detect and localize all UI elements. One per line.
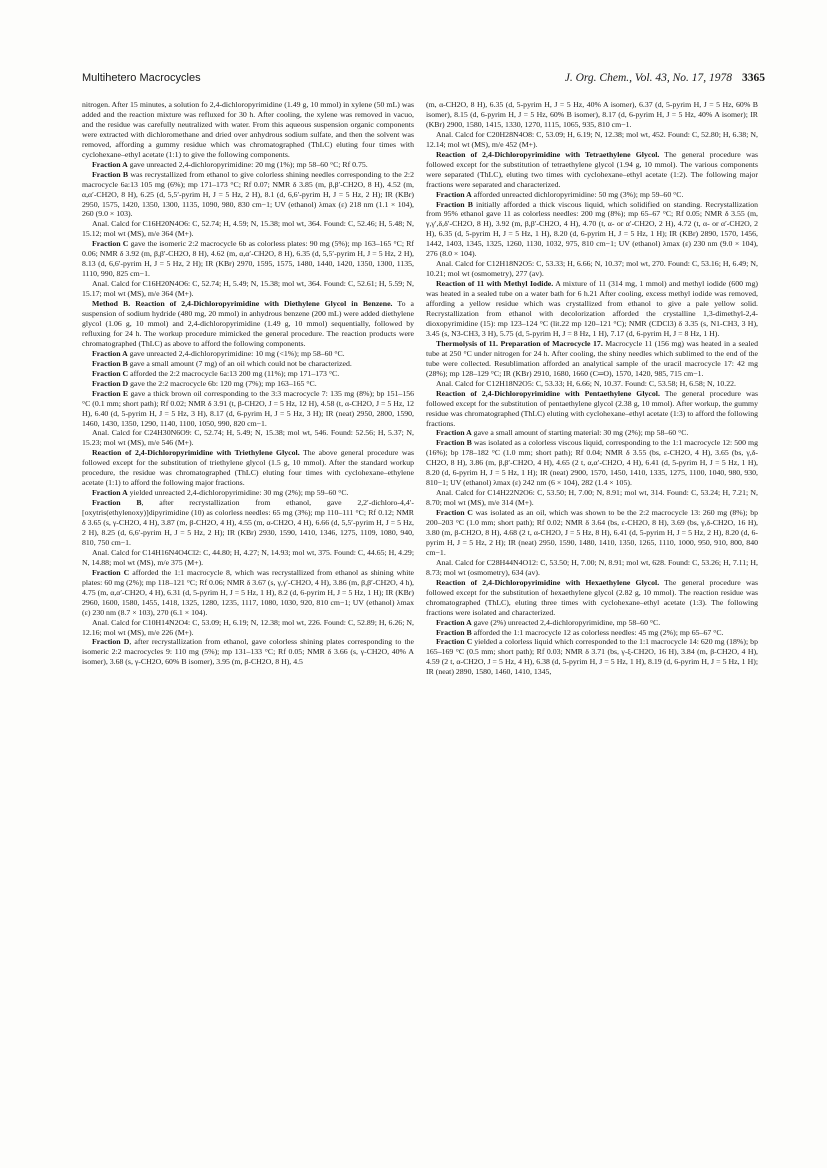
paragraph — [82, 618, 414, 638]
paragraph-heading: Method B. Reaction of 2,4-Dichloropyrimidine with Diethylene Glycol in Benzene. — [92, 299, 393, 309]
paragraph-text: yielded unreacted 2,4-dichloropyrimidine: 30 mg (2%); mp 59–60 °C. — [127, 488, 349, 498]
paragraph-text: yielded a colorless liquid which corresponded to the 1:1 macrocycle 14: 620 mg (18%); bp 165–169 °C (0.5 mm; short path); Rf 0.03; NMR δ 3.71 (bs, γ-ξ-CH2O, 16 H), 3.84 (m, β-CH2O, 4 H), 4.59 (2 t, α-CH2O, J = 5 Hz, 4 H), 6.38 (d, 5-pyrim H, J = 5 Hz, 1 H), 8.19 (d, 6-pyrim H, J = 5 Hz, 1 H); IR (neat) 2890, 1580, 1460, 1410, 1345, — [426, 637, 758, 677]
paragraph-heading: Thermolysis of 11. Preparation of Macrocycle 17. — [436, 338, 603, 348]
paragraph — [82, 100, 414, 160]
paragraph-text: gave the 2:2 macrocycle 6b: 120 mg (7%); mp 163–165 °C. — [128, 378, 317, 388]
paragraph — [82, 637, 414, 667]
paragraph-text: Macrocycle 11 (156 mg) was heated in a sealed tube at 250 °C under nitrogen for 24 h. After cooling, the shiny needles which sublimed to the end of the tube were collected. Resublimation afforded an analytical sample of the uracil macrocycle 17: 42 mg (28%); mp 128–129 °C; IR (KBr) 2910, 1680, 1660 (C═O), 1570, 1420, 985, 715 cm−1. — [426, 338, 758, 378]
paragraph-heading: Fraction C — [92, 239, 129, 249]
paragraph — [82, 488, 414, 498]
paragraph-text: gave a small amount of starting material: 30 mg (2%); mp 58–60 °C. — [471, 428, 689, 438]
paragraph-text: , after recrystallization from ethanol, gave 2,2′-dichloro-4,4′-[oxytris(ethylenoxy)]dipyrimidine (10) as colorless needles: 65 mg (3%); mp 110–111 °C; Rf 0.12; NMR δ 3.65 (s, γ-CH2O, 4 H), 3.87 (m, β-CH2O, 4 H), 4.55 (m, α-CH2O, 4 H), 6.66 (d, 5,5′-pyrim H, J = 5 Hz, 2 H), 8.25 (d, 6,6′-pyrim H, J = 5 Hz, 2 H); IR (KBr) 2930, 1590, 1410, 1346, 1275, 1109, 1080, 940, 810, 750 cm−1. — [82, 498, 414, 547]
paragraph-text: Anal. Calcd for C28H44N4O12: C, 53.50; H, 7.00; N, 8.91; mol wt, 628. Found: C, 53.26; H, 7.11; H, 8.73; mol wt (osmometry), 634 (av). — [426, 557, 758, 577]
paragraph — [426, 558, 758, 578]
paragraph-text: Anal. Calcd for C24H30N6O9: C, 52.74; H, 5.49; N, 15.38; mol wt, 546. Found: 52.56; H, 5.37; N, 15.23; mol wt (MS), m/e 546 (M+). — [82, 428, 414, 448]
paragraph-heading: Reaction of 2,4-Dichloropyrimidine with Triethylene Glycol. — [92, 448, 300, 458]
paragraph-heading: Fraction C — [436, 637, 473, 647]
paragraph — [82, 349, 414, 359]
paragraph-heading: Fraction E — [92, 388, 129, 398]
paragraph — [426, 637, 758, 677]
paragraph — [82, 389, 414, 429]
paragraph-text: gave unreacted 2,4-dichloropyrimidine: 20 mg (1%); mp 58–60 °C; Rf 0.75. — [127, 159, 368, 169]
left-column — [82, 100, 414, 1160]
paragraph-text: Anal. Calcd for C12H18N2O5: C, 53.33; H, 6.66; N, 10.37; mol wt, 270. Found: C, 53.16; H, 6.49; N, 10.21; mol wt (osmometry), 277 (av). — [426, 259, 758, 279]
paragraph-text: gave (2%) unreacted 2,4-dichloropyrimidine, mp 58–60 °C. — [471, 617, 661, 627]
paragraph — [82, 359, 414, 369]
paragraph-heading: Fraction A — [436, 617, 472, 627]
paragraph — [426, 488, 758, 508]
paragraph-heading: Fraction D — [92, 637, 130, 647]
paragraph — [82, 239, 414, 279]
paragraph-heading: Reaction of 2,4-Dichloropyrimidine with Hexaethylene Glycol. — [436, 577, 660, 587]
paragraph-text: Anal. Calcd for C10H14N2O4: C, 53.09; H, 6.19; N, 12.38; mol wt, 226. Found: C, 52.89; H, 6.26; N, 12.16; mol wt (MS), m/e 226 (M+). — [82, 617, 414, 637]
paragraph — [82, 170, 414, 220]
paragraph-heading: Fraction C — [92, 567, 130, 577]
paragraph-text: Anal. Calcd for C14H16N4O4Cl2: C, 44.80; H, 4.27; N, 14.93; mol wt, 375. Found: C, 44.65; H, 4.29; N, 14.88; mol wt (MS), m/e 375 (M+). — [82, 547, 414, 567]
paragraph-text: was isolated as an oil, which was shown to be the 2:2 macrocycle 13: 260 mg (8%); bp 200–203 °C (1.0 mm; short path); Rf 0.02; NMR δ 3.64 (bs, ε-CH2O, 8 H), 3.69 (bs, γ,δ-CH2O, 16 H), 3.80 (m, β-CH2O, 8 H), 4.68 (2 t, α-CH2O, J = 5 Hz, 8 H), 6.41 (d, 5-pyrim H, J = 5 Hz, 2 H), 8.20 (d, 6-pyrim H, J = 5 Hz, 2 H); IR (neat) 2950, 1590, 1480, 1410, 1350, 1265, 1110, 1000, 950, 910, 800, 840 cm−1. — [426, 508, 758, 557]
paragraph-text: afforded unreacted dichloropyrimidine: 50 mg (3%); mp 59–60 °C. — [471, 189, 684, 199]
paragraph — [426, 279, 758, 339]
running-head: Multihetero Macrocycles — [82, 72, 201, 84]
page-number: 3365 — [742, 72, 765, 84]
paragraph-heading: Fraction B — [436, 438, 472, 448]
right-column — [426, 100, 758, 1160]
paragraph-text: initially afforded a thick viscous liquid, which solidified on standing. Recrystallization from 95% ethanol gave 11 as colorless needles: 200 mg (8%); mp 65–67 °C; Rf 0.05; NMR δ 3.55 (m, γ,γ′,δ,δ′-CH2O, 8 H), 3.92 (m, β,β′-CH2O, 4 H), 4.70 (t, α- or α′-CH2O, 2 H), 4.72 (t, α- or α′-CH2O, 2 H), 6.35 (d, 5-pyrim H, J = 5 Hz, 1 H), 8.20 (d, 6-pyrim H, J = 5 Hz, 1 H); IR (KBr) 2890, 1570, 1456, 1442, 1403, 1345, 1325, 1260, 1130, 1032, 975, 810 cm−1; UV (ethanol) λmax (ε) 230 nm (9.0 × 104), 276 (8.0 × 104). — [426, 199, 758, 259]
paragraph-text: Anal. Calcd for C20H28N4O8: C, 53.09; H, 6.19; N, 12.38; mol wt, 452. Found: C, 52.80; H, 6.38; N, 12.14; mol wt (MS), m/e 452 (M+). — [426, 129, 758, 149]
paragraph-text: nitrogen. After 15 minutes, a solution fo 2,4-dichloropyrimidine (1.49 g, 10 mmol) in xylene (50 mL) was added and the reaction mixture was refluxed for 30 h. After cooling, the xylene was removed in vacuo, and the residue was carefully neutralized with water. From this aqueous suspension organic components were extracted with dichloromethane and dried over anhydrous sodium sulfate, and then the solvent was removed, affording a gummy residue which was chromatographed (ThLC) eluting four times with cyclohexane–ethyl acetate (1:1) to give the following components. — [82, 100, 414, 159]
paragraph-heading: Fraction A — [436, 428, 472, 438]
paragraph — [426, 200, 758, 260]
paragraph — [82, 548, 414, 568]
paragraph — [82, 448, 414, 488]
paragraph-text: Anal. Calcd for C16H20N4O6: C, 52.74; H, 5.49; N, 15.38; mol wt, 364. Found: C, 52.61; H, 5.59; N, 15.17; mol wt (MS), m/e 364 (M+). — [82, 279, 414, 299]
paragraph-heading: Fraction C — [92, 368, 129, 378]
paragraph — [426, 130, 758, 150]
paragraph-heading: Fraction B — [436, 627, 472, 637]
paragraph-heading: Reaction of 2,4-Dichloropyrimidine with Pentaethylene Glycol. — [436, 388, 660, 398]
paragraph — [82, 279, 414, 299]
paragraph — [82, 219, 414, 239]
paragraph — [426, 339, 758, 379]
paragraph — [426, 508, 758, 558]
paragraph-heading: Fraction B — [92, 498, 142, 508]
paragraph-text: was isolated as a colorless viscous liquid, corresponding to the 1:1 macrocycle 12: 500 mg (16%); bp 178–182 °C (1.0 mm; short path); Rf 0.04; NMR δ 3.55 (bs, ε-CH2O, 4 H), 3.65 (bs, γ,δ-CH2O, 8 H), 3.86 (m, β,β′-CH2O, 4 H), 4.65 (2 t, α,α′-CH2O, 4 H), 6.41 (d, 5-pyrim H, J = 5 Hz, 1 H), 8.20 (d, 6-pyrim H, J = 5 Hz, 1 H); IR (neat) 2900, 1570, 1450, 1410, 1335, 1275, 1100, 1040, 980, 930, 810−1; UV (ethanol) λmax (ε) 242 nm (6 × 104), 282 (1.4 × 105). — [426, 438, 758, 488]
paragraph-text: The general procedure was followed except for the substitution of hexaethylene glycol (2.82 g, 10 mmol). The reaction residue was chromatographed (ThLC), eluting three times with cyclohexane–ethyl acetate (1:3). The following fractions were isolated and characterized. — [426, 577, 758, 617]
paragraph-heading: Fraction A — [92, 348, 128, 358]
paragraph — [426, 100, 758, 130]
paragraph — [426, 259, 758, 279]
paragraph-text: gave unreacted 2,4-dichloropyrimidine: 10 mg (<1%); mp 58–60 °C. — [127, 348, 345, 358]
paragraph-text: (m, α-CH2O, 8 H), 6.35 (d, 5-pyrim H, J = 5 Hz, 40% A isomer), 6.37 (d, 5-pyrim H, J = 5 Hz, 60% B isomer), 8.15 (d, 6-pyrim H, J = 5 Hz, 60% B isomer), 8.17 (d, 6-pyrim H, J = 5 Hz, 40% A isomer); IR (KBr) 2900, 1580, 1415, 1330, 1270, 1115, 1065, 935, 810 cm−1. — [426, 100, 758, 129]
paragraph — [82, 299, 414, 349]
paragraph — [82, 369, 414, 379]
paragraph — [426, 618, 758, 628]
paragraph — [82, 160, 414, 170]
paragraph-text: afforded the 1:1 macrocycle 12 as colorless needles: 45 mg (2%); mp 65–67 °C. — [471, 627, 724, 637]
paragraph-heading: Fraction A — [92, 159, 128, 169]
paragraph — [426, 379, 758, 389]
paragraph-text: afforded the 1:1 macrocycle 8, which was recrystallized from ethanol as shining white plates: 60 mg (2%); mp 118–121 °C; Rf 0.06; NMR δ 3.67 (s, γ,γ′-CH2O, 4 H), 3.86 (m, β,β′-CH2O, 4 h), 4.75 (m, α,α′-CH2O, 4 H), 6.31 (d, 5-pyrim H, J = 5 Hz, 1 H), 8.2 (d, 6-pyrim H, J = 5 Hz, 1 H); IR (KBr) 2960, 1600, 1580, 1455, 1418, 1325, 1280, 1235, 1117, 1080, 1030, 920, 810 cm−1; UV (ethanol) λmax (ε) 230 nm (8.7 × 103), 270 (6.1 × 104). — [82, 567, 414, 617]
paragraph-heading: Reaction of 11 with Methyl Iodide. — [436, 279, 554, 289]
paragraph — [82, 379, 414, 389]
journal-name: J. Org. Chem., Vol. 43, No. 17, 1978 — [564, 72, 732, 84]
paragraph-text: The above general procedure was followed except for the substitution of triethylene glycol (1.5 g, 10 mmol). After the standard workup procedure, the residue was chromatographed (ThLC) eluting four times with cyclohexane–ethylene acetate (1:1) to afford the following major fractions. — [82, 448, 414, 488]
paragraph-text: gave a small amount (7 mg) of an oil which could not be characterized. — [127, 358, 352, 368]
paragraph — [426, 438, 758, 488]
paragraph-text: gave the isomeric 2:2 macrocycle 6b as colorless plates: 90 mg (5%); mp 163–165 °C; Rf 0.06; NMR δ 3.92 (m, β,β′-CH2O, 8 H), 4.62 (m, α,α′-CH2O, 8 H), 6.35 (d, 5,5′-pyrim H, J = 5 Hz, 2 H), 8.13 (d, 6,6′-pyrim H, J = 5 Hz, 2 H); IR (KBr) 2970, 1595, 1575, 1480, 1440, 1420, 1350, 1300, 1135, 1110, 990, 825 cm−1. — [82, 239, 414, 279]
paragraph — [82, 498, 414, 548]
paragraph — [82, 428, 414, 448]
paragraph — [426, 428, 758, 438]
paragraph-heading: Fraction A — [436, 189, 472, 199]
paragraph-text: The general procedure was followed except for the substitution of pentaethylene glycol (2.38 g, 10 mmol). After workup, the gummy residue was chromatographed (ThLC) eluting with cyclohexane–ethyl acetate (1:3) to afford the following fractions. — [426, 388, 758, 428]
paragraph-heading: Fraction C — [436, 508, 473, 518]
paragraph-text: Anal. Calcd for C14H22N2O6: C, 53.50; H, 7.00; N, 8.91; mol wt, 314. Found: C, 53.24; H, 7.21; N, 8.70; mol wt (MS), m/e 314 (M+). — [426, 488, 758, 508]
paragraph-heading: Fraction D — [92, 378, 129, 388]
paragraph-text: Anal. Calcd for C12H18N2O5: C, 53.33; H, 6.66; N, 10.37. Found: C, 53.58; H, 6.58; N, 10.22. — [436, 378, 736, 388]
paragraph-heading: Fraction B — [436, 199, 473, 209]
paragraph-text: Anal. Calcd for C16H20N4O6: C, 52.74; H, 4.59; N, 15.38; mol wt, 364. Found: C, 52.46; H, 5.48; N, 15.12; mol wt (MS), m/e 364 (M+). — [82, 219, 414, 239]
paragraph-heading: Fraction A — [92, 488, 128, 498]
paragraph-text: , after recrystallization from ethanol, gave colorless shining plates corresponding to the isomeric 2:2 macrocycles 9: 110 mg (5%); mp 131–133 °C; Rf 0.05; NMR δ 3.66 (s, γ-CH2O, 40% A isomer), 3.68 (s, γ-CH2O, 60% B isomer), 3.95 (m, β-CH2O, 8 H), 4.5 — [82, 637, 414, 667]
paragraph-text: A mixture of 11 (314 mg, 1 mmol) and methyl iodide (600 mg) was heated in a sealed tube on a water bath for 6 h.21 After cooling, excess methyl iodide was removed, affording a yellow residue which was crystallized from ethanol to give a pale yellow solid. Recrystallization from ethanol with decolorization afforded the crystalline 1,3-dimethyl-2,4-dioxopyrimidine (15): mp 123–124 °C (lit.22 mp 120–121 °C); NMR (CDCl3) δ 3.35 (s, N1-CH3, 3 H), 3.45 (s, N3-CH3, 3 H), 5.75 (d, 5-pyrim H, J = 8 Hz, 1 H), 7.17 (d, 6-pyrim H, J = 8 Hz, 1 H). — [426, 279, 758, 338]
paragraph-heading: Reaction of 2,4-Dichloropyrimidine with Tetraethylene Glycol. — [436, 149, 660, 159]
paragraph-heading: Fraction B — [92, 169, 129, 179]
paragraph-text: The general procedure was followed except for the substitution of tetraethylene glycol (1.94 g, 10 mmol). The various components were separated (ThLC), eluting two times with cyclohexane–ethyl acetate (1:2). The following major fractions were separated and characterized. — [426, 149, 758, 189]
paragraph-text: gave a thick brown oil corresponding to the 3:3 macrocycle 7: 135 mg (8%); bp 151–156 °C (0.1 mm; short path); Rf 0.02; NMR δ 3.91 (t, β-CH2O, J = 5 Hz, 12 H), 4.58 (t, α-CH2O, J = 5 Hz, 12 H), 6.40 (d, 5-pyrim H, J = 5 Hz, 3 H), 8.17 (d, 6-pyrim H, J = 5 Hz, 3 H); IR (neat) 2950, 2800, 1590, 1460, 1430, 1350, 1290, 1140, 1100, 1050, 990, 820 cm−1. — [82, 388, 414, 428]
paragraph-text: afforded the 2:2 macrocycle 6a:13 200 mg (11%); mp 171–173 °C. — [128, 368, 340, 378]
paragraph-heading: Fraction B — [92, 358, 128, 368]
paragraph — [426, 150, 758, 190]
paragraph-text: To a suspension of sodium hydride (480 mg, 20 mmol) in anhydrous benzene (200 mL) were added diethylene glycol (1.06 g, 10 mmol) and 2,4-dichloropyrimidine (1.49 g, 10 mmol) sequentially, followed by refluxing for 24 h. The workup procedure mimicked the general procedure. The reaction products were chromatographed (ThLC) as above to afford the following components. — [82, 299, 414, 348]
paragraph — [426, 628, 758, 638]
paragraph — [426, 389, 758, 429]
paragraph — [426, 190, 758, 200]
paragraph — [426, 578, 758, 618]
paragraph — [82, 568, 414, 618]
paragraph-text: was recrystallized from ethanol to give colorless shining needles corresponding to the 2:2 macrocycle 6a:13 105 mg (6%); mp 171–173 °C; Rf 0.07; NMR δ 3.85 (m, β,β′-CH2O, 8 H), 4.52 (m, α,α′-CH2O, 8 H), 6.25 (d, 5,5′-pyrim H, J = 5 Hz, 2 H), 8.1 (d, 6,6′-pyrim H, J = 5 Hz, 2 H); IR (KBr) 2950, 1575, 1420, 1350, 1300, 1135, 1090, 980, 830 cm−1; UV (ethanol) λmax (ε) 218 nm (1.1 × 104), 260 (9.0 × 103). — [82, 169, 414, 219]
journal-citation — [565, 72, 765, 84]
